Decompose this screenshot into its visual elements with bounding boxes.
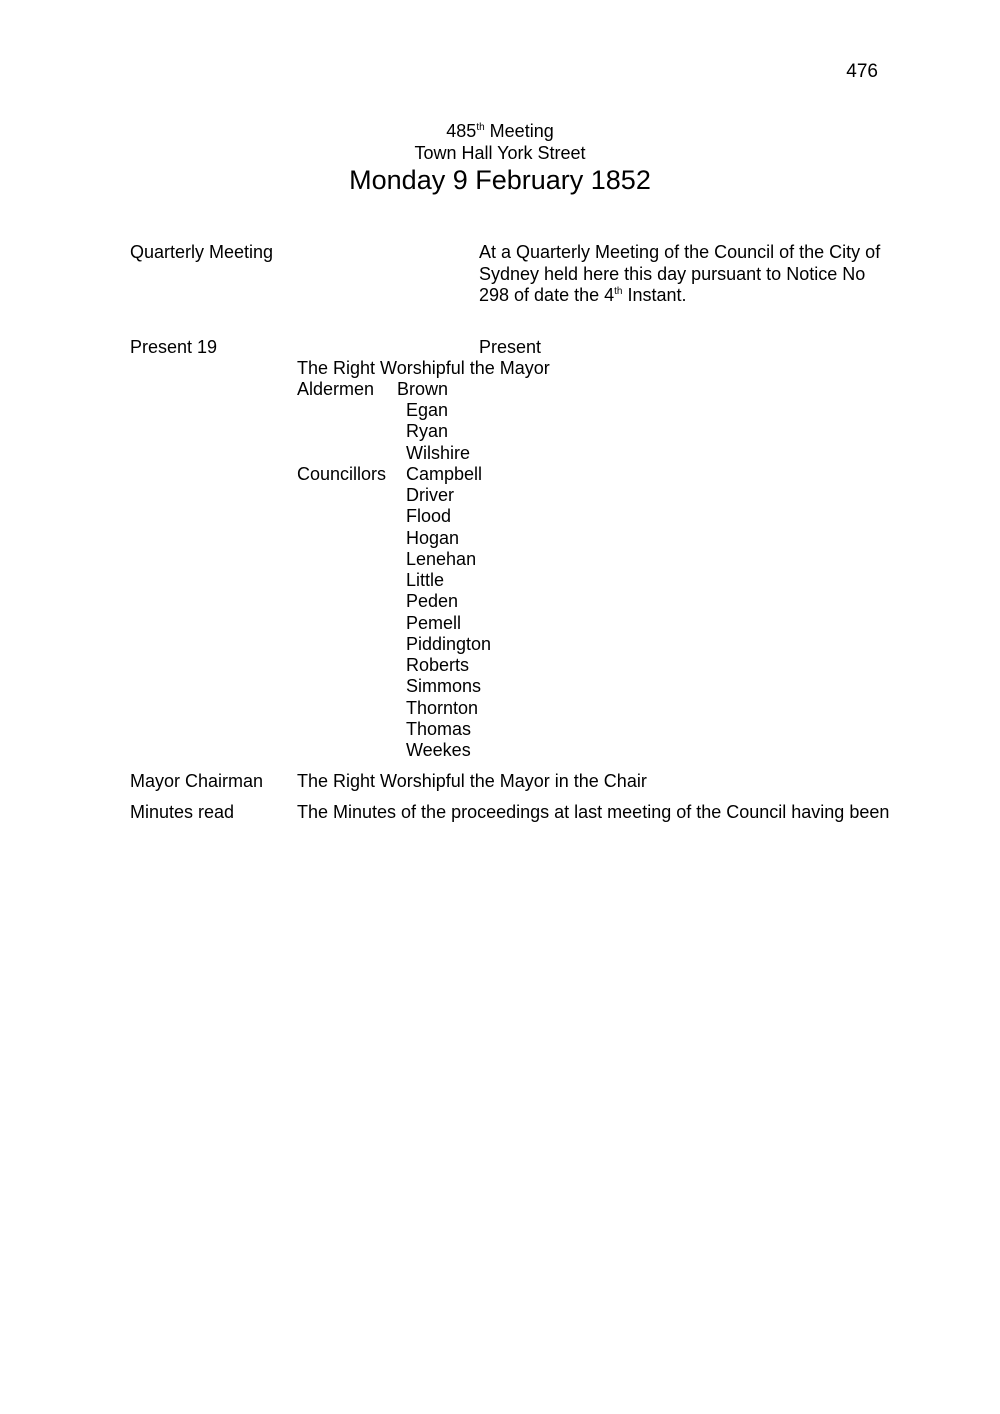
meeting-date: Monday 9 February 1852: [349, 165, 651, 195]
councillor-name: Campbell: [406, 464, 483, 484]
councillor-name: Piddington: [406, 634, 492, 654]
aldermen-label: Aldermen: [297, 379, 375, 399]
councillor-name: Little: [406, 570, 445, 590]
councillor-name: Lenehan: [406, 549, 477, 569]
councillor-name: Pemell: [406, 613, 462, 633]
quarterly-line-3: 298 of date the 4th Instant.: [479, 285, 687, 305]
chair-text: The Right Worshipful the Mayor in the Chair: [297, 771, 647, 791]
councillor-name: Hogan: [406, 528, 460, 548]
councillor-name: Weekes: [406, 740, 471, 760]
alderman-name: Ryan: [406, 421, 449, 441]
councillor-name: Flood: [406, 506, 452, 526]
meeting-number: 485th Meeting: [446, 121, 554, 141]
quarterly-line-2: Sydney held here this day pursuant to Notice No: [479, 264, 866, 284]
page-number: 476: [846, 61, 878, 82]
margin-note-quarterly: Quarterly Meeting: [130, 242, 274, 262]
councillor-name: Thornton: [406, 698, 479, 718]
margin-note-minutes: Minutes read: [130, 802, 235, 822]
councillor-name: Simmons: [406, 676, 482, 696]
alderman-name: Brown: [397, 379, 449, 399]
minutes-text: The Minutes of the proceedings at last meeting of the Council having been: [297, 802, 890, 822]
present-heading: Present: [479, 337, 542, 357]
councillor-name: Thomas: [406, 719, 472, 739]
alderman-name: Wilshire: [406, 443, 471, 463]
margin-note-present: Present 19: [130, 337, 218, 357]
councillor-name: Roberts: [406, 655, 470, 675]
mayor-line: The Right Worshipful the Mayor: [297, 358, 550, 378]
alderman-name: Egan: [406, 400, 449, 420]
councillor-name: Peden: [406, 591, 459, 611]
quarterly-line-1: At a Quarterly Meeting of the Council of the City of: [479, 242, 881, 262]
councillors-label: Councillors: [297, 464, 387, 484]
councillor-name: Driver: [406, 485, 454, 505]
margin-note-chair: Mayor Chairman: [130, 771, 264, 791]
meeting-place: Town Hall York Street: [414, 143, 586, 163]
